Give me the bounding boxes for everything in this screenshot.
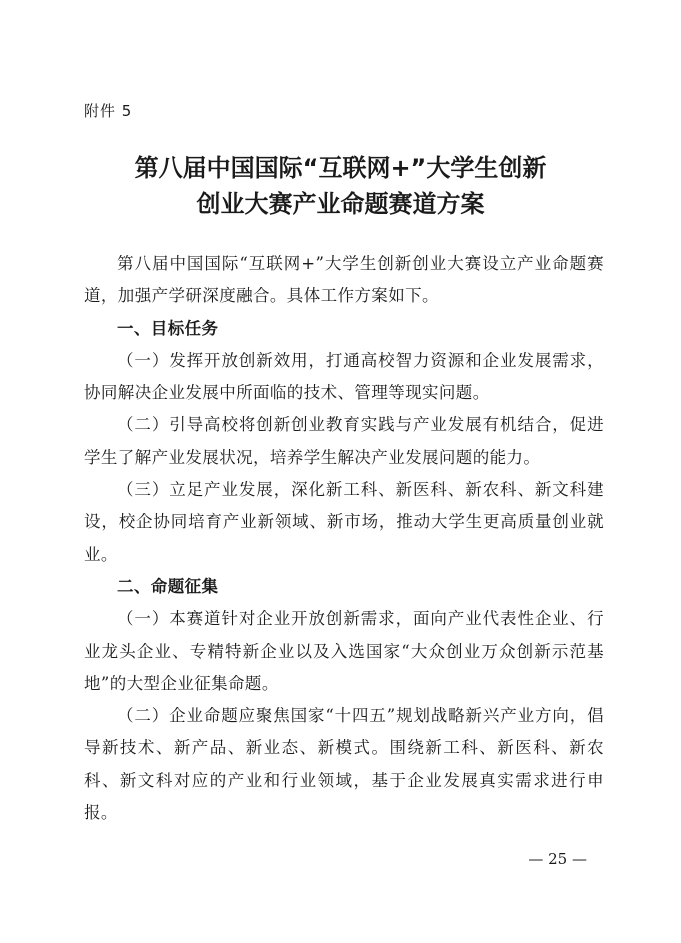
goal-item-2: （二）引导高校将创新创业教育实践与产业发展有机结合，促进学生了解产业发展状况，培养学生解决产业发展问题的能力。 — [84, 415, 604, 467]
attachment-label: 附件 5 — [84, 102, 133, 120]
title-line-2: 创业大赛产业命题赛道方案 — [196, 190, 485, 218]
goal-item-1: （一）发挥开放创新效用，打通高校智力资源和企业发展需求，协同解决企业发展中所面临的技术、管理等现实问题。 — [84, 350, 604, 403]
section-heading-collection: 二、命题征集 — [117, 576, 219, 596]
document-title — [0, 150, 681, 222]
goal-item-3: （三）立足产业发展，深化新工科、新医科、新农科、新文科建设，校企协同培育产业新领域、新市场，推动大学生更高质量创业就业。 — [84, 480, 604, 564]
document-body — [84, 248, 604, 829]
intro-paragraph: 第八届中国国际“互联网+”大学生创新创业大赛设立产业命题赛道，加强产学研深度融合。具体工作方案如下。 — [84, 254, 604, 306]
collection-item-2: （二）企业命题应聚焦国家“十四五”规划战略新兴产业方向，倡导新技术、新产品、新业态、新模式。围绕新工科、新医科、新农科、新文科对应的产业和行业领域，基于企业发展真实需求进行申报。 — [84, 706, 604, 823]
title-line-1: 第八届中国国际“互联网+”大学生创新 — [134, 154, 547, 182]
collection-item-1: （一）本赛道针对企业开放创新需求，面向产业代表性企业、行业龙头企业、专精特新企业以及入选国家“大众创业万众创新示范基地”的大型企业征集命题。 — [84, 609, 604, 693]
page-number: — 25 — — [528, 850, 587, 868]
section-heading-goals: 一、目标任务 — [117, 318, 219, 338]
